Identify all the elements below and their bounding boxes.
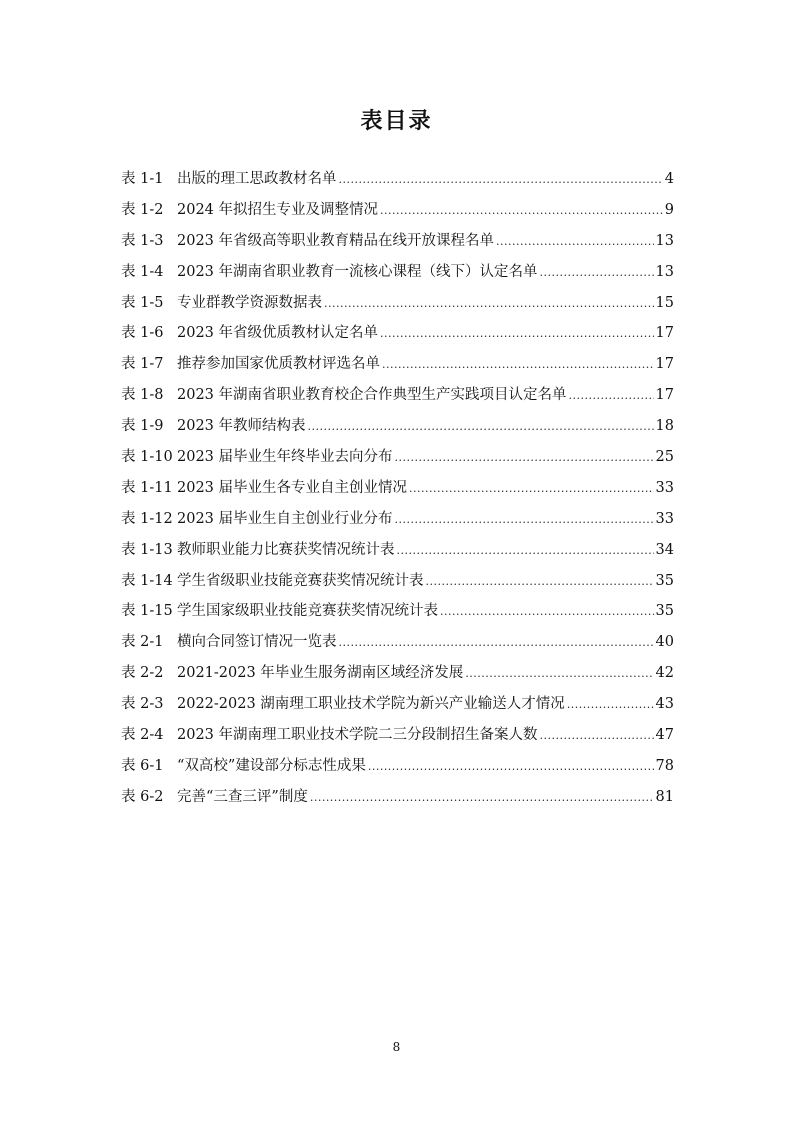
toc-leader-dots xyxy=(324,289,654,320)
toc-entry-page: 9 xyxy=(664,201,674,218)
toc-entry-label: 表 2-3 xyxy=(121,696,164,713)
toc-entry-label: 表 2-2 xyxy=(121,665,164,682)
toc-entry-page: 35 xyxy=(655,572,674,589)
toc-entry[interactable] xyxy=(121,380,674,411)
toc-leader-dots xyxy=(382,350,654,381)
toc-entry-page: 47 xyxy=(655,727,674,744)
toc-leader-dots xyxy=(540,258,654,289)
toc-entry[interactable] xyxy=(121,627,674,658)
toc-leader-dots xyxy=(567,690,654,721)
toc-entry[interactable] xyxy=(121,504,674,535)
toc-entry-title: 2023 届毕业生自主创业行业分布 xyxy=(177,510,393,527)
toc-entry-page: 43 xyxy=(655,696,674,713)
toc-entry-label: 表 1-3 xyxy=(121,232,164,249)
toc-entry-title: 出版的理工思政教材名单 xyxy=(177,171,337,187)
toc-entry-page: 42 xyxy=(655,665,674,682)
toc-entry-title: 推荐参加国家优质教材评选名单 xyxy=(177,356,380,373)
toc-entry-label: 表 1-7 xyxy=(121,356,164,373)
toc-entry[interactable] xyxy=(121,226,674,257)
toc-entry[interactable] xyxy=(121,257,674,288)
toc-entry[interactable] xyxy=(121,164,674,195)
toc-entry-label: 表 6-1 xyxy=(121,757,164,774)
toc-entry-label: 表 1-9 xyxy=(121,418,164,435)
toc-entry[interactable] xyxy=(121,782,674,813)
toc-leader-dots xyxy=(409,474,654,505)
toc-entry-title: 学生国家级职业技能竞赛获奖情况统计表 xyxy=(177,603,438,620)
toc-entry-label: 表 2-4 xyxy=(121,727,164,744)
toc-entry-title: “双高校”建设部分标志性成果 xyxy=(177,757,366,774)
toc-entry-title: 学生省级职业技能竞赛获奖情况统计表 xyxy=(177,572,424,589)
toc-entry-page: 13 xyxy=(655,263,674,280)
toc-entry-page: 17 xyxy=(655,325,674,342)
toc-entry[interactable] xyxy=(121,658,674,689)
toc-leader-dots xyxy=(380,319,654,350)
toc-entry-label: 表 6-2 xyxy=(121,788,164,805)
toc-entry[interactable] xyxy=(121,442,674,473)
toc-entry-page: 13 xyxy=(655,232,674,249)
toc-entry-page: 35 xyxy=(655,603,674,620)
toc-entry-page: 78 xyxy=(655,757,674,774)
toc-entry-label: 表 1-11 xyxy=(121,479,173,496)
toc-leader-dots xyxy=(380,196,663,227)
toc-entry-title: 2023 年省级优质教材认定名单 xyxy=(177,325,379,342)
toc-entry-title: 2023 年省级高等职业教育精品在线开放课程名单 xyxy=(177,232,495,249)
toc-entry[interactable] xyxy=(121,596,674,627)
toc-entry-label: 表 2-1 xyxy=(121,634,164,651)
toc-entry-page: 33 xyxy=(655,510,674,527)
toc-entry[interactable] xyxy=(121,720,674,751)
toc-leader-dots xyxy=(339,165,663,196)
toc-entry-title: 2022-2023 湖南理工职业技术学院为新兴产业输送人才情况 xyxy=(177,696,565,713)
toc-leader-dots xyxy=(540,721,654,752)
toc-entry[interactable] xyxy=(121,689,674,720)
toc-entry-page: 33 xyxy=(655,479,674,496)
toc-entry[interactable] xyxy=(121,751,674,782)
toc-entry-page: 40 xyxy=(655,634,674,651)
toc-entry-page: 17 xyxy=(655,387,674,404)
toc-entry-label: 表 1-14 xyxy=(121,572,173,589)
toc-entry-title: 专业群教学资源数据表 xyxy=(177,294,322,311)
toc-entry-title: 2023 届毕业生各专业自主创业情况 xyxy=(177,479,408,496)
toc-entry-page: 17 xyxy=(655,356,674,373)
toc-entry[interactable] xyxy=(121,195,674,226)
toc-leader-dots xyxy=(426,567,654,598)
toc-leader-dots xyxy=(395,505,654,536)
toc-entry-label: 表 1-13 xyxy=(121,541,173,558)
toc-leader-dots xyxy=(569,381,654,412)
toc-entry-title: 2023 年教师结构表 xyxy=(177,418,306,435)
toc-entry-label: 表 1-12 xyxy=(121,510,173,527)
toc-leader-dots xyxy=(395,443,654,474)
toc-entry-page: 25 xyxy=(655,449,674,466)
toc-entry-label: 表 1-2 xyxy=(121,201,164,218)
toc-entry[interactable] xyxy=(121,318,674,349)
toc-entry-label: 表 1-8 xyxy=(121,387,164,404)
toc-leader-dots xyxy=(308,412,654,443)
toc-entry[interactable] xyxy=(121,535,674,566)
toc-entry-title: 2023 年湖南省职业教育校企合作典型生产实践项目认定名单 xyxy=(177,387,567,404)
toc-entry-label: 表 1-6 xyxy=(121,325,164,342)
toc-entry-label: 表 1-15 xyxy=(121,603,173,620)
toc-entry[interactable] xyxy=(121,411,674,442)
toc-entry-label: 表 1-1 xyxy=(121,171,164,187)
toc-entry-title: 教师职业能力比赛获奖情况统计表 xyxy=(177,541,395,558)
toc-leader-dots xyxy=(496,227,654,258)
toc-entry-label: 表 1-5 xyxy=(121,294,164,311)
toc-leader-dots xyxy=(397,536,654,567)
toc-entry[interactable] xyxy=(121,288,674,319)
table-of-contents xyxy=(121,164,674,813)
page-title: 表目录 xyxy=(360,109,433,134)
toc-entry-label: 表 1-10 xyxy=(121,449,173,466)
toc-entry-page: 4 xyxy=(664,171,674,187)
toc-entry-page: 34 xyxy=(655,541,674,558)
toc-leader-dots xyxy=(310,783,654,814)
toc-entry[interactable] xyxy=(121,349,674,380)
toc-leader-dots xyxy=(440,597,654,628)
toc-entry[interactable] xyxy=(121,566,674,597)
toc-entry-title: 2023 年湖南理工职业技术学院二三分段制招生备案人数 xyxy=(177,727,538,744)
toc-entry-title: 2021-2023 年毕业生服务湖南区域经济发展 xyxy=(177,665,464,682)
toc-entry-title: 2023 届毕业生年终毕业去向分布 xyxy=(177,449,393,466)
toc-entry[interactable] xyxy=(121,473,674,504)
toc-leader-dots xyxy=(339,628,654,659)
toc-entry-label: 表 1-4 xyxy=(121,263,164,280)
toc-entry-title: 横向合同签订情况一览表 xyxy=(177,634,337,651)
toc-leader-dots xyxy=(368,752,654,783)
toc-entry-page: 81 xyxy=(655,788,674,805)
toc-entry-page: 18 xyxy=(655,418,674,435)
toc-entry-page: 15 xyxy=(655,294,674,311)
toc-leader-dots xyxy=(465,659,653,690)
toc-entry-title: 2024 年拟招生专业及调整情况 xyxy=(177,201,379,218)
toc-entry-title: 完善“三查三评”制度 xyxy=(177,788,308,805)
toc-entry-title: 2023 年湖南省职业教育一流核心课程（线下）认定名单 xyxy=(177,263,538,280)
page-number: 8 xyxy=(392,1040,401,1054)
